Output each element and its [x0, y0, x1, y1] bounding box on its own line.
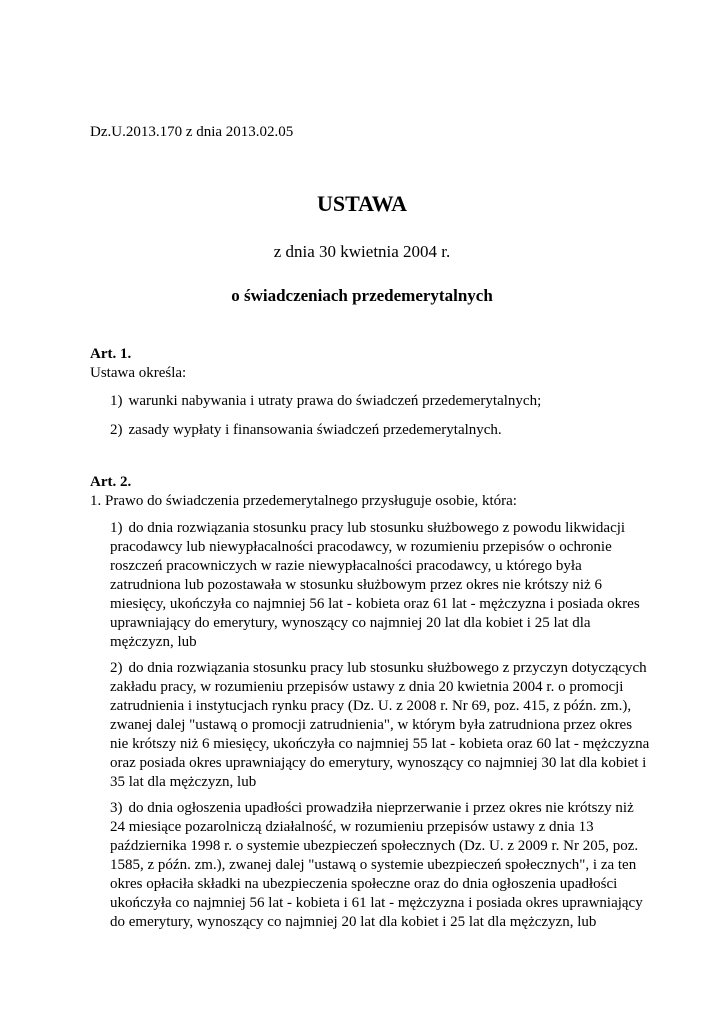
item-number: 1): [110, 393, 123, 409]
list-item: [110, 421, 650, 440]
list-item: [110, 392, 650, 411]
item-number: 2): [110, 422, 123, 438]
item-text: warunki nabywania i utraty prawa do świadczeń przedemerytalnych;: [128, 393, 542, 409]
article-1: [90, 345, 650, 450]
document-date: z dnia 30 kwietnia 2004 r.: [273, 242, 451, 261]
list-item: [110, 659, 650, 792]
item-text: do dnia rozwiązania stosunku pracy lub stosunku służbowego z przyczyn dotyczących zakładu pracy, w rozumieniu przepisów ustawy z dnia 20 kwietnia 2004 r. o promocji zatrudnienia i instytucjach rynku pracy (Dz. U. z 2008 r. Nr 69, poz. 415, z późn. zm.), zwanej dalej "ustawą o promocji zatrudnienia", w którym była zatrudniona przez okres nie krótszy niż 6 miesięcy, ukończyła co najmniej 55 lat - kobieta oraz 60 lat - mężczyzna oraz posiada okres uprawniający do emerytury, wynoszący co najmniej 30 lat dla kobiet i 35 lat dla mężczyzn, lub: [110, 660, 650, 790]
article-intro: Ustawa określa:: [90, 365, 187, 381]
document-subject: o świadczeniach przedemerytalnych: [231, 286, 493, 305]
article-heading: Art. 1.: [90, 346, 132, 362]
item-text: zasady wypłaty i finansowania świadczeń przedemerytalnych.: [128, 422, 502, 438]
document-title: USTAWA: [316, 191, 408, 216]
article-heading: Art. 2.: [90, 474, 132, 490]
article-item-list: [90, 392, 650, 440]
item-text: do dnia rozwiązania stosunku pracy lub stosunku służbowego z powodu likwidacji pracodawcy lub niewypłacalności pracodawcy, w rozumieniu przepisów o ochronie roszczeń pracowniczych w razie niewypłacalności pracodawcy, u którego była zatrudniona lub pozostawała w stosunku służbowym przez okres nie krótszy niż 6 miesięcy, ukończyła co najmniej 56 lat - kobieta oraz 61 lat - mężczyzna i posiada okres uprawniający do emerytury, wynoszący co najmniej 20 lat dla kobiet i 25 lat dla mężczyzn, lub: [110, 520, 640, 650]
article-2: [90, 473, 650, 939]
item-number: 1): [110, 520, 123, 536]
journal-reference: Dz.U.2013.170 z dnia 2013.02.05: [90, 124, 294, 140]
list-item: [110, 799, 650, 932]
item-text: do dnia ogłoszenia upadłości prowadziła nieprzerwanie i przez okres nie krótszy niż 24 miesiące pozarolniczą działalność, w rozumieniu przepisów ustawy z dnia 13 października 1998 r. o systemie ubezpieczeń społecznych (Dz. U. z 2009 r. Nr 205, poz. 1585, z późn. zm.), zwanej dalej "ustawą o systemie ubezpieczeń społecznych", i za ten okres opłaciła składki na ubezpieczenia społeczne oraz do dnia ogłoszenia upadłości ukończyła co najmniej 56 lat - kobieta i 61 lat - mężczyzna i posiada okres uprawniający do emerytury, wynoszący co najmniej 20 lat dla kobiet i 25 lat dla mężczyzn, lub: [110, 800, 643, 930]
list-item: [110, 519, 650, 652]
item-number: 2): [110, 660, 123, 676]
item-number: 3): [110, 800, 123, 816]
article-intro: 1. Prawo do świadczenia przedemerytalnego przysługuje osobie, która:: [90, 493, 517, 509]
article-item-list: [90, 519, 650, 932]
